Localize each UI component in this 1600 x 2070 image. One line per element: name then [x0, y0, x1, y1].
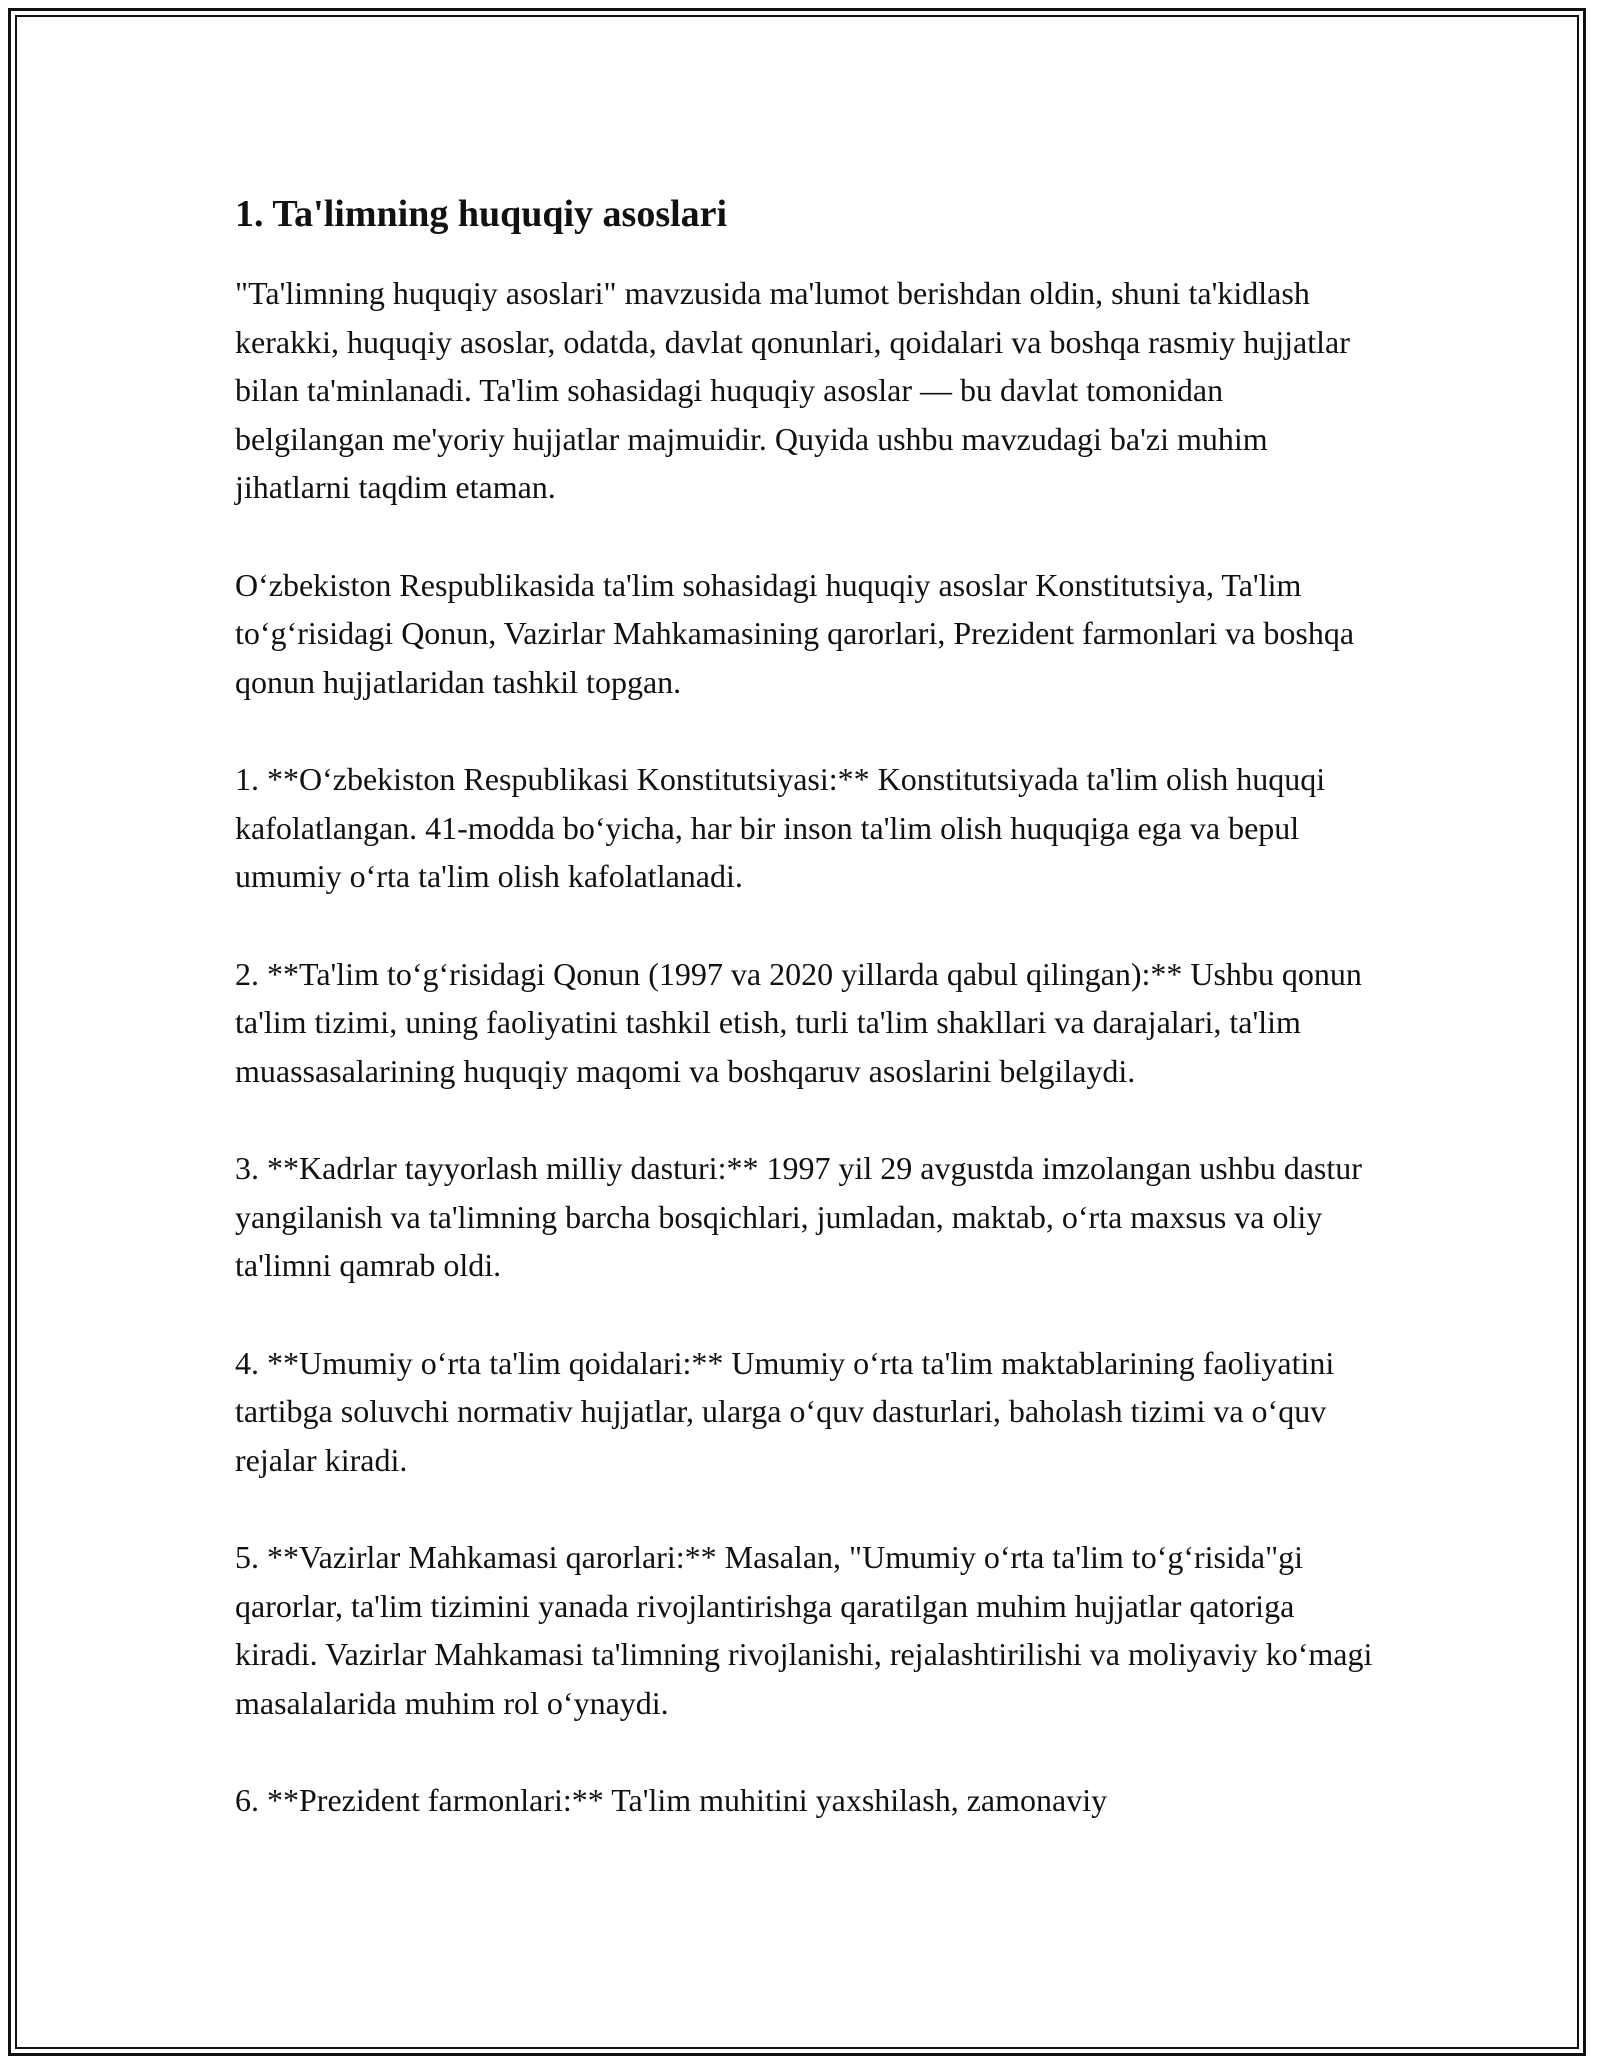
list-item-constitution: 1. **O‘zbekiston Respublikasi Konstitutsiyasi:** Konstitutsiyada ta'lim olish huquqi kafolatlangan. 41-modda bo‘yicha, har bir inson ta'lim olish huquqiga ega va bepul umumiy o‘rta ta'lim olish kafolatlanadi. — [235, 761, 1326, 894]
list-item-personnel-program: 3. **Kadrlar tayyorlash milliy dasturi:** 1997 yil 29 avgustda imzolangan ushbu dastur yangilanish va ta'limning barcha bosqichlari, jumladan, maktab, o‘rta maxsus va oliy ta'limni qamrab oldi. — [235, 1150, 1362, 1283]
list-item-cabinet-resolutions: 5. **Vazirlar Mahkamasi qarorlari:** Masalan, "Umumiy o‘rta ta'lim to‘g‘risida"gi qarorlar, ta'lim tizimini yanada rivojlantirishga qaratilgan muhim hujjatlar qatoriga kiradi. Vazirlar Mahkamasi ta'limning rivojlanishi, rejalashtirilishi va moliyaviy ko‘magi masalalarida muhim rol o‘ynaydi. — [235, 1539, 1373, 1721]
list-item-presidential-decrees: 6. **Prezident farmonlari:** Ta'lim muhitini yaxshilash, zamonaviy — [235, 1782, 1108, 1818]
overview-paragraph: O‘zbekiston Respublikasida ta'lim sohasidagi huquqiy asoslar Konstitutsiya, Ta'lim to‘g‘risidagi Qonun, Vazirlar Mahkamasining qarorlari, Prezident farmonlari va boshqa qonun hujjatlaridan tashkil topgan. — [235, 566, 1355, 700]
list-item-education-law: 2. **Ta'lim to‘g‘risidagi Qonun (1997 va 2020 yillarda qabul qilingan):** Ushbu qonun ta'lim tizimi, uning faoliyatini tashkil etish, turli ta'lim shakllari va darajalari, ta'lim muassasalarining huquqiy maqomi va boshqaruv asoslarini belgilaydi. — [235, 955, 1362, 1089]
list-item-general-education-rules: 4. **Umumiy o‘rta ta'lim qoidalari:** Umumiy o‘rta ta'lim maktablarining faoliyatini tartibga soluvchi normativ hujjatlar, ularga o‘quv dasturlari, baholash tizimi va o‘quv rejalar kiradi. — [235, 1344, 1335, 1478]
document-body — [235, 185, 1375, 1874]
document-title: 1. Ta'limning huquqiy asoslari — [235, 193, 728, 235]
intro-paragraph: "Ta'limning huquqiy asoslari" mavzusida ma'lumot berishdan oldin, shuni ta'kidlash kerakki, huquqiy asoslar, odatda, davlat qonunlari, qoidalari va boshqa rasmiy hujjatlar bilan ta'minlanadi. Ta'lim sohasidagi huquqiy asoslar — bu davlat tomonidan belgilangan me'yoriy hujjatlar majmuidir. Quyida ushbu mavzudagi ba'zi muhim jihatlarni taqdim etaman. — [235, 275, 1350, 505]
